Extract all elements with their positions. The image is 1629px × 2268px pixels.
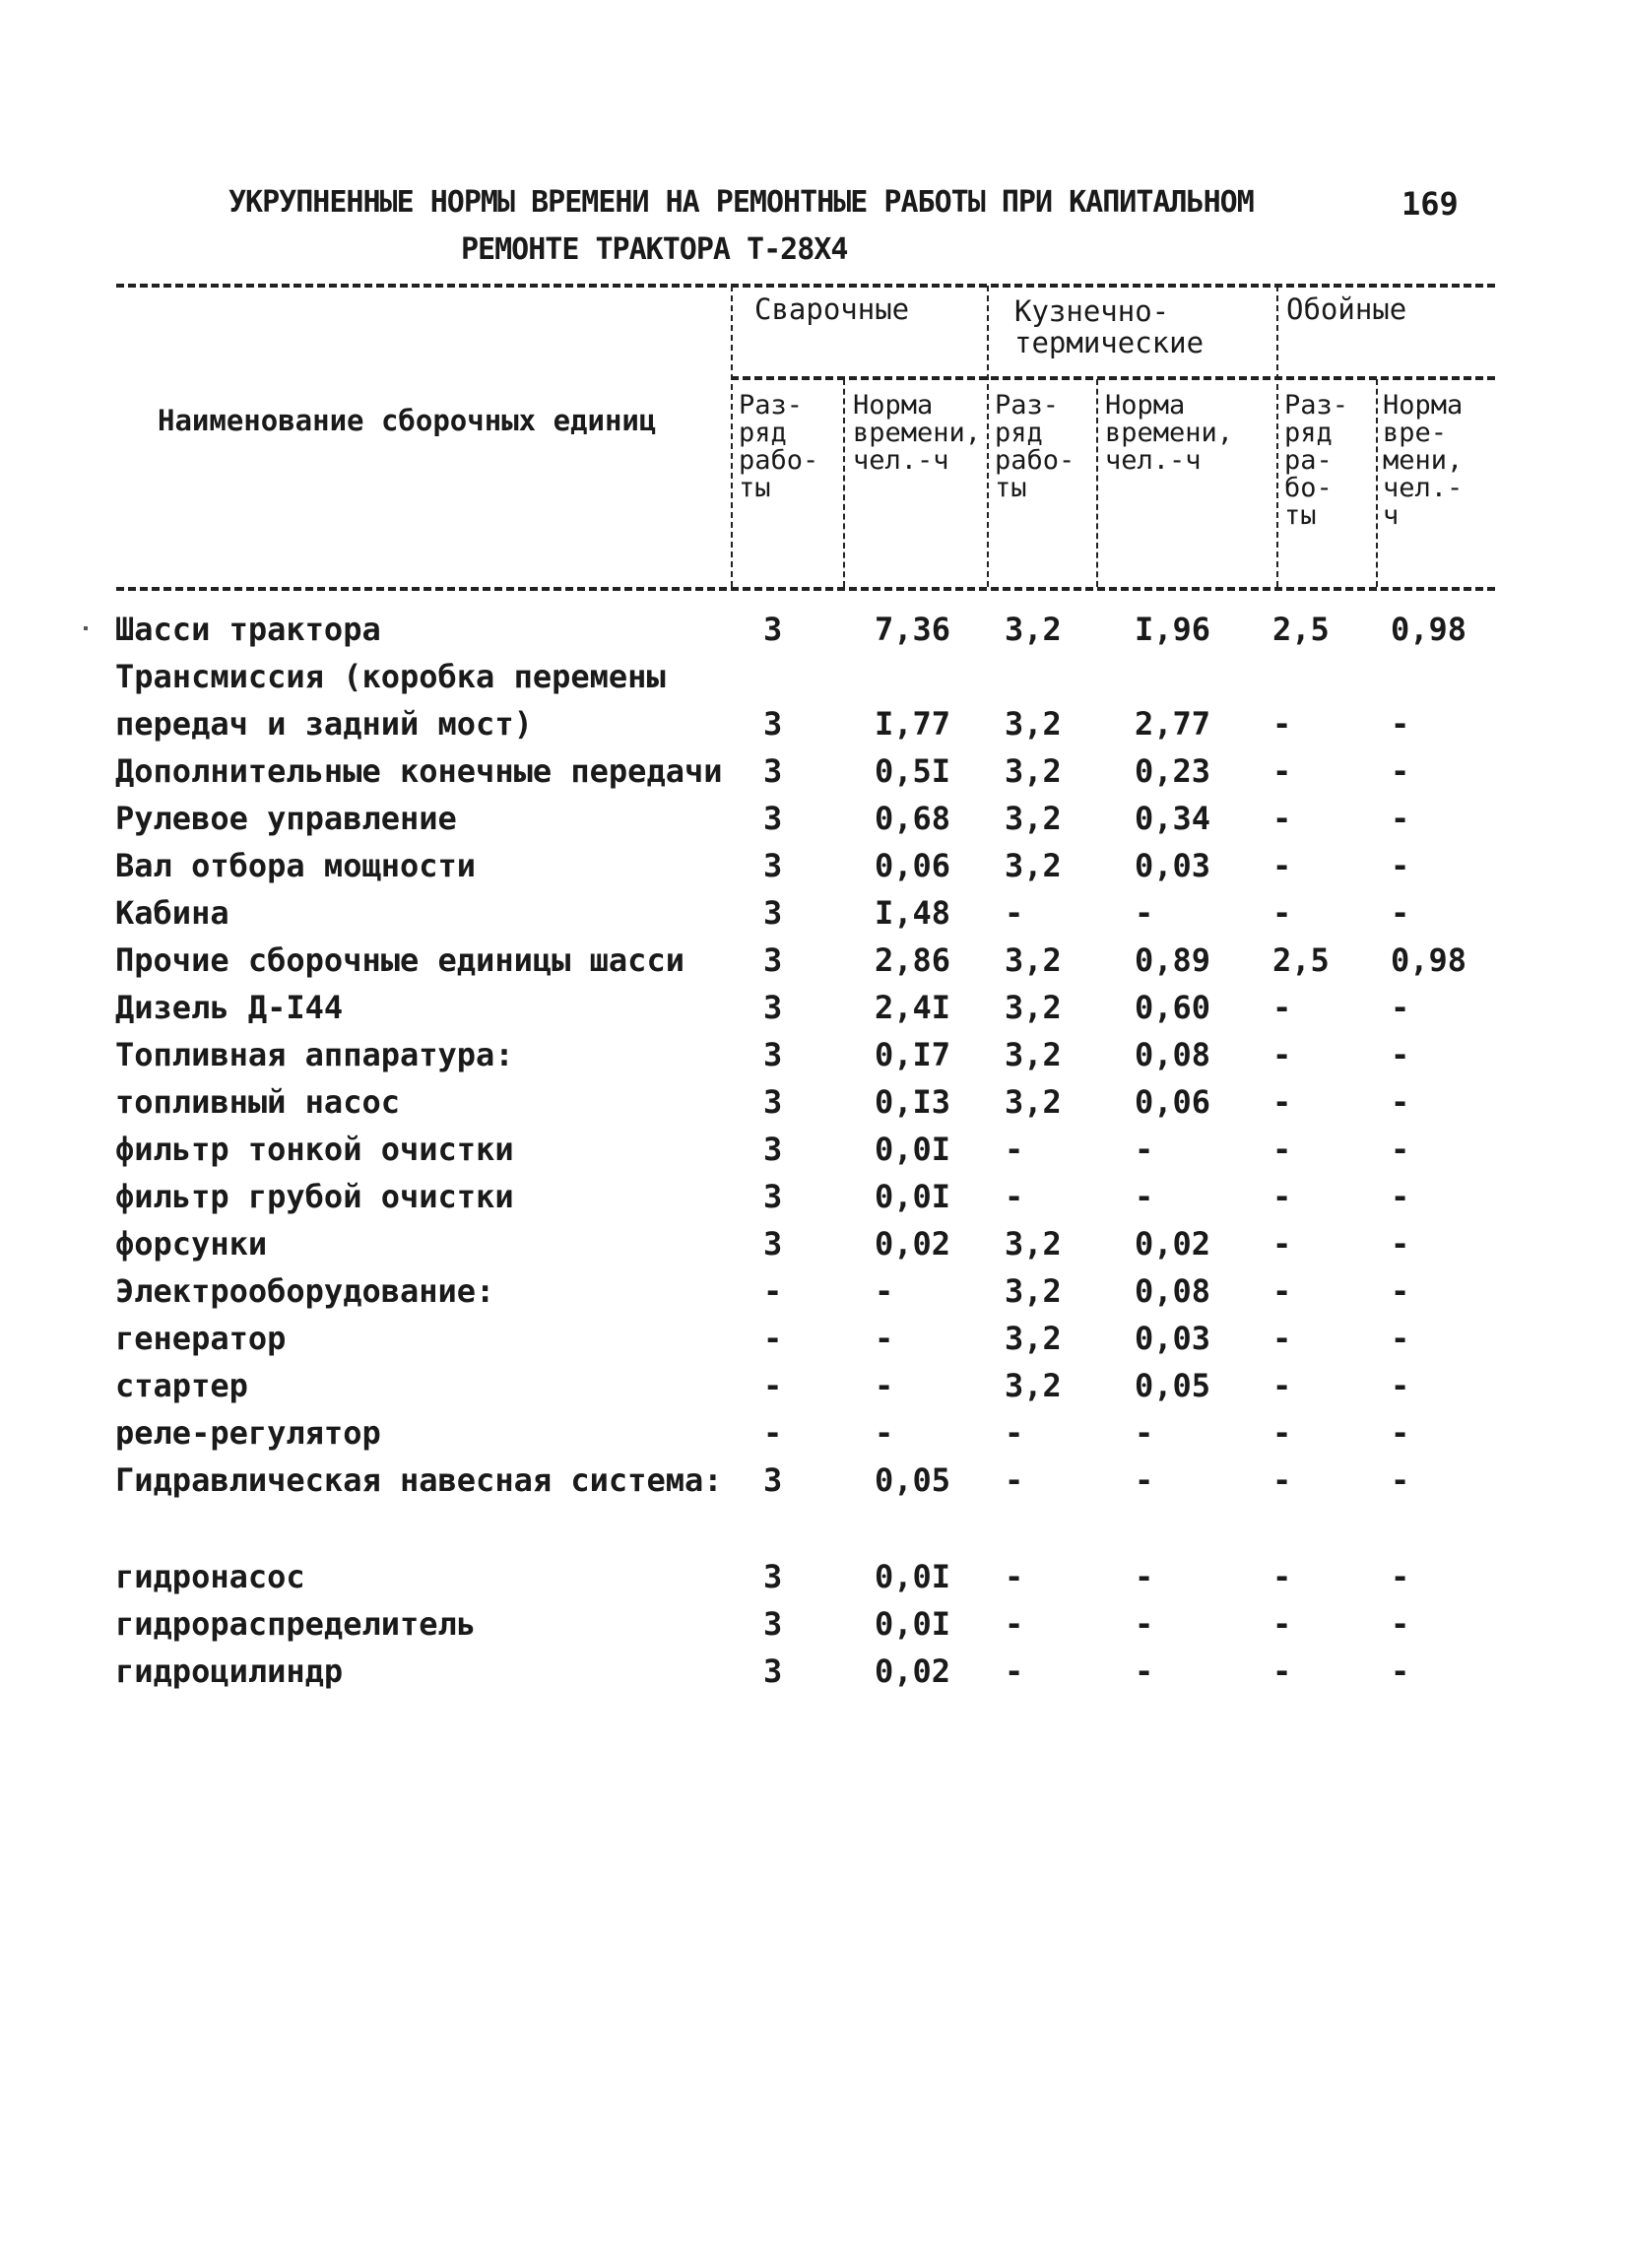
table-row xyxy=(0,1272,1629,1316)
row-value: - xyxy=(1391,1414,1410,1452)
row-name: Дополнительные конечные передачи xyxy=(115,752,723,790)
table-row xyxy=(0,752,1629,796)
group-header-rule xyxy=(731,376,1495,380)
row-value: 3 xyxy=(763,1036,783,1073)
row-value: 3,2 xyxy=(1005,1367,1062,1404)
row-name: фильтр грубой очистки xyxy=(115,1178,514,1215)
row-value: - xyxy=(1272,1178,1292,1215)
table-row xyxy=(0,1414,1629,1458)
col-separator xyxy=(1096,379,1098,587)
row-value: - xyxy=(1272,1461,1292,1499)
row-value: - xyxy=(1272,1320,1292,1357)
table-row xyxy=(0,1605,1629,1649)
row-value: 0,03 xyxy=(1135,1320,1211,1357)
subheader-welding-grade: Раз- ряд рабо- ты xyxy=(739,390,819,503)
row-value: 3,2 xyxy=(1005,1036,1062,1073)
row-value: - xyxy=(1272,1131,1292,1168)
row-value: 0,34 xyxy=(1135,800,1211,837)
row-value: - xyxy=(1391,1272,1410,1310)
row-value: 3,2 xyxy=(1005,611,1062,648)
row-name: передач и задний мост) xyxy=(115,705,533,743)
row-value: - xyxy=(1272,1652,1292,1690)
row-value: I,96 xyxy=(1135,611,1211,648)
col-separator xyxy=(1376,379,1378,587)
row-value: 0,23 xyxy=(1135,752,1211,790)
row-value: - xyxy=(1391,1178,1410,1215)
row-name: Трансмиссия (коробка перемены xyxy=(115,658,666,695)
row-value: - xyxy=(875,1320,894,1357)
row-value: 3 xyxy=(763,752,783,790)
row-name: форсунки xyxy=(115,1225,268,1263)
row-value: 3 xyxy=(763,1131,783,1168)
row-value: - xyxy=(875,1272,894,1310)
row-value: - xyxy=(1005,1461,1024,1499)
row-name: реле-регулятор xyxy=(115,1414,381,1452)
row-value: - xyxy=(1391,1131,1410,1168)
row-value: - xyxy=(875,1367,894,1404)
col-separator xyxy=(731,286,733,587)
row-value: - xyxy=(1135,1558,1154,1595)
row-value: 0,02 xyxy=(1135,1225,1211,1263)
row-name: генератор xyxy=(115,1320,287,1357)
row-value: - xyxy=(1391,1605,1410,1643)
row-value: - xyxy=(763,1272,783,1310)
row-value: - xyxy=(1135,894,1154,932)
row-value: 3,2 xyxy=(1005,989,1062,1026)
row-value: - xyxy=(763,1414,783,1452)
page-subtitle: РЕМОНТЕ ТРАКТОРА Т-28Х4 xyxy=(461,232,848,267)
row-name: Гидравлическая навесная система: xyxy=(115,1461,723,1499)
page-number: 169 xyxy=(1401,185,1459,223)
table-row xyxy=(0,1036,1629,1079)
column-header-name: Наименование сборочных единиц xyxy=(158,404,657,437)
row-value: - xyxy=(1391,705,1410,743)
row-value: 0,08 xyxy=(1135,1272,1211,1310)
row-value: 2,77 xyxy=(1135,705,1211,743)
row-value: 3 xyxy=(763,611,783,648)
row-value: 0,89 xyxy=(1135,941,1211,979)
row-name: Топливная аппаратура: xyxy=(115,1036,514,1073)
table-row xyxy=(0,1225,1629,1268)
page-title: УКРУПНЕННЫЕ НОРМЫ ВРЕМЕНИ НА РЕМОНТНЫЕ РАБОТЫ ПРИ КАПИТАЛЬНОМ xyxy=(228,185,1254,220)
row-value: - xyxy=(1272,1225,1292,1263)
row-value: 3,2 xyxy=(1005,800,1062,837)
row-value: 0,0I xyxy=(875,1178,951,1215)
table-row xyxy=(0,1320,1629,1363)
row-value: - xyxy=(1272,1036,1292,1073)
row-value: - xyxy=(1135,1461,1154,1499)
row-value: 3 xyxy=(763,989,783,1026)
table-row xyxy=(0,894,1629,938)
row-value: - xyxy=(1391,1461,1410,1499)
table-header-bottom-rule xyxy=(116,587,1495,591)
row-value: 3 xyxy=(763,1558,783,1595)
table-row xyxy=(0,1652,1629,1696)
row-value: - xyxy=(1391,1558,1410,1595)
row-value: 0,98 xyxy=(1391,941,1467,979)
row-value: 0,06 xyxy=(875,847,951,884)
row-value: 0,08 xyxy=(1135,1036,1211,1073)
row-value: - xyxy=(1272,1558,1292,1595)
table-row xyxy=(0,1367,1629,1410)
row-value: 0,68 xyxy=(875,800,951,837)
row-name: Шасси трактора xyxy=(115,611,381,648)
row-value: 3 xyxy=(763,1652,783,1690)
row-value: - xyxy=(875,1414,894,1452)
table-row xyxy=(0,1461,1629,1505)
row-value: - xyxy=(1005,1605,1024,1643)
row-value: - xyxy=(1391,1036,1410,1073)
row-value: - xyxy=(1135,1605,1154,1643)
row-value: 3,2 xyxy=(1005,1225,1062,1263)
row-name: фильтр тонкой очистки xyxy=(115,1131,514,1168)
row-value: - xyxy=(1391,989,1410,1026)
row-value: 2,4I xyxy=(875,989,951,1026)
row-name: гидрораспределитель xyxy=(115,1605,477,1643)
row-name: Кабина xyxy=(115,894,229,932)
row-value: - xyxy=(1391,800,1410,837)
col-separator xyxy=(843,379,845,587)
table-row xyxy=(0,847,1629,890)
row-value: - xyxy=(1272,1414,1292,1452)
row-value: - xyxy=(1272,800,1292,837)
row-value: 3 xyxy=(763,847,783,884)
subheader-forging-grade: Раз- ряд рабо- ты xyxy=(995,390,1075,503)
row-value: - xyxy=(1135,1131,1154,1168)
group-header-forging: Кузнечно- термические xyxy=(1014,294,1205,359)
row-name: топливный насос xyxy=(115,1083,400,1121)
row-name: стартер xyxy=(115,1367,248,1404)
subheader-upholstery-norm: Норма вре- мени, чел.- ч xyxy=(1383,390,1464,531)
row-value: 0,05 xyxy=(875,1461,951,1499)
row-value: - xyxy=(1005,1131,1024,1168)
row-name: Рулевое управление xyxy=(115,800,457,837)
row-value: 0,02 xyxy=(875,1652,951,1690)
row-value: 3 xyxy=(763,1605,783,1643)
subheader-welding-norm: Норма времени, чел.-ч xyxy=(853,390,982,476)
row-value: - xyxy=(1005,1652,1024,1690)
row-value: 0,06 xyxy=(1135,1083,1211,1121)
subheader-forging-norm: Норма времени, чел.-ч xyxy=(1105,390,1234,476)
subheader-upholstery-grade: Раз- ряд ра- бо- ты xyxy=(1284,390,1349,531)
row-value: - xyxy=(1272,894,1292,932)
row-value: - xyxy=(1272,847,1292,884)
table-row xyxy=(0,1558,1629,1601)
row-value: - xyxy=(763,1367,783,1404)
row-value: - xyxy=(1391,894,1410,932)
row-value: 0,05 xyxy=(1135,1367,1211,1404)
table-row xyxy=(0,1131,1629,1174)
table-row xyxy=(0,611,1629,654)
row-value: - xyxy=(1391,1367,1410,1404)
row-value: - xyxy=(1391,1083,1410,1121)
row-value: - xyxy=(1272,989,1292,1026)
row-value: 0,I7 xyxy=(875,1036,951,1073)
row-value: - xyxy=(1272,1272,1292,1310)
row-value: 3 xyxy=(763,1083,783,1121)
row-value: 0,I3 xyxy=(875,1083,951,1121)
table-row xyxy=(0,989,1629,1032)
row-value: 3,2 xyxy=(1005,752,1062,790)
row-value: - xyxy=(1272,1605,1292,1643)
group-header-upholstery: Обойные xyxy=(1286,292,1407,326)
row-value: - xyxy=(1272,1083,1292,1121)
table-row xyxy=(0,800,1629,843)
row-value: 3 xyxy=(763,1178,783,1215)
row-value: 0,5I xyxy=(875,752,951,790)
row-value: - xyxy=(1272,705,1292,743)
table-row xyxy=(0,658,1629,701)
row-value: 0,0I xyxy=(875,1605,951,1643)
table-row xyxy=(0,1083,1629,1127)
row-value: 3,2 xyxy=(1005,847,1062,884)
row-name: Прочие сборочные единицы шасси xyxy=(115,941,684,979)
row-value: 0,0I xyxy=(875,1131,951,1168)
table-row xyxy=(0,1178,1629,1221)
row-value: - xyxy=(1135,1414,1154,1452)
row-value: 7,36 xyxy=(875,611,951,648)
row-value: 3 xyxy=(763,800,783,837)
row-value: - xyxy=(1391,847,1410,884)
row-value: - xyxy=(1391,752,1410,790)
row-value: - xyxy=(1005,1558,1024,1595)
row-value: - xyxy=(1391,1225,1410,1263)
row-name: гидронасос xyxy=(115,1558,305,1595)
row-value: - xyxy=(1135,1652,1154,1690)
row-value: 0,0I xyxy=(875,1558,951,1595)
row-value: - xyxy=(1272,752,1292,790)
row-name: Дизель Д-I44 xyxy=(115,989,344,1026)
col-separator xyxy=(1276,286,1278,587)
row-value: 3,2 xyxy=(1005,1083,1062,1121)
row-value: 0,02 xyxy=(875,1225,951,1263)
table-row xyxy=(0,705,1629,748)
row-value: 3 xyxy=(763,705,783,743)
row-value: - xyxy=(1391,1652,1410,1690)
row-value: 2,86 xyxy=(875,941,951,979)
row-value: - xyxy=(763,1320,783,1357)
table-top-rule xyxy=(116,284,1495,288)
row-value: 3,2 xyxy=(1005,1320,1062,1357)
row-value: - xyxy=(1005,1178,1024,1215)
group-header-welding: Сварочные xyxy=(754,292,910,326)
row-value: I,48 xyxy=(875,894,951,932)
row-value: 0,60 xyxy=(1135,989,1211,1026)
row-value: 3,2 xyxy=(1005,1272,1062,1310)
row-value: 2,5 xyxy=(1272,611,1330,648)
row-value: - xyxy=(1272,1367,1292,1404)
row-value: I,77 xyxy=(875,705,951,743)
row-name: Электрооборудование: xyxy=(115,1272,495,1310)
row-value: 3,2 xyxy=(1005,705,1062,743)
row-name: гидроцилиндр xyxy=(115,1652,344,1690)
row-value: - xyxy=(1005,1414,1024,1452)
row-value: 2,5 xyxy=(1272,941,1330,979)
row-value: - xyxy=(1391,1320,1410,1357)
row-value: 3 xyxy=(763,1225,783,1263)
row-value: 0,03 xyxy=(1135,847,1211,884)
row-value: 3 xyxy=(763,1461,783,1499)
row-name: Вал отбора мощности xyxy=(115,847,477,884)
table-row xyxy=(0,941,1629,985)
row-value: 0,98 xyxy=(1391,611,1467,648)
col-separator xyxy=(987,286,989,587)
row-value: 3,2 xyxy=(1005,941,1062,979)
row-value: - xyxy=(1005,894,1024,932)
row-value: - xyxy=(1135,1178,1154,1215)
row-value: 3 xyxy=(763,894,783,932)
row-value: 3 xyxy=(763,941,783,979)
